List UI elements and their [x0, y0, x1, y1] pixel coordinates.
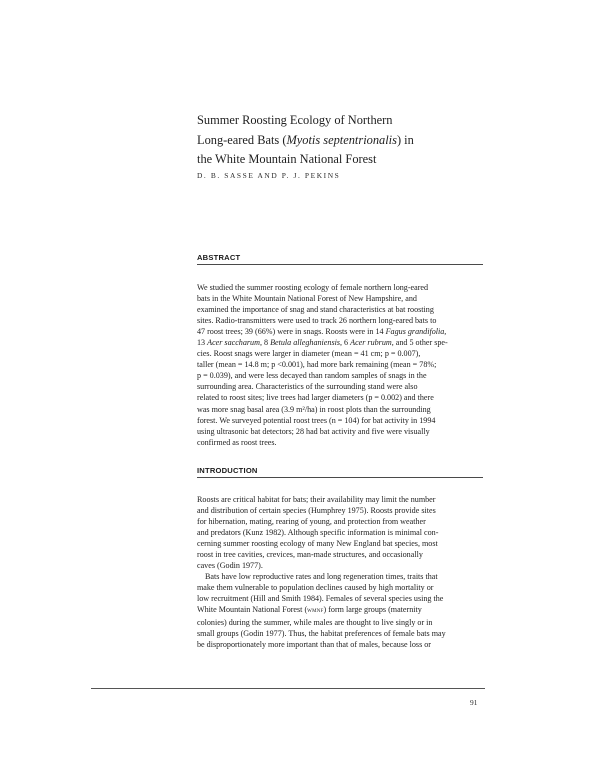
- abstract-line: taller (mean = 14.8 m; p <0.001), had more bark remaining (mean = 78%;: [197, 360, 437, 370]
- intro-line: and predators (Kunz 1982). Although specific information is minimal con-: [197, 528, 439, 538]
- abstract-line: cies. Roost snags were larger in diameter (mean = 41 cm; p = 0.007),: [197, 349, 421, 359]
- abstract-line: using ultrasonic bat detectors; 28 had bat activity and five were visually: [197, 426, 430, 436]
- intro-line: low recruitment (Hill and Smith 1984). Females of several species using the: [197, 594, 444, 604]
- page-number: 91: [470, 698, 478, 707]
- introduction-body: [197, 494, 497, 650]
- intro-line: for hibernation, mating, rearing of young, and protection from weather: [197, 517, 426, 527]
- introduction-heading: INTRODUCTION: [197, 466, 258, 475]
- abstract-line: We studied the summer roosting ecology of female northern long-eared: [197, 283, 429, 292]
- abstract-line: forest. We surveyed potential roost trees (n = 104) for bat activity in 1994: [197, 415, 436, 425]
- abstract-rule: [197, 264, 483, 265]
- abstract-heading: ABSTRACT: [197, 253, 241, 262]
- intro-line: roost in tree cavities, crevices, man-made structures, and occasionally: [197, 550, 423, 560]
- intro-line: Roosts are critical habitat for bats; their availability may limit the number: [197, 495, 436, 504]
- title-line-2: Long-eared Bats (Myotis septentrionalis) in: [197, 132, 414, 147]
- intro-line: caves (Godin 1977).: [197, 561, 263, 571]
- intro-line: make them vulnerable to population declines caused by high mortality or: [197, 583, 434, 593]
- abstract-line: 13 Acer saccharum, 8 Betula alleghaniensis, 6 Acer rubrum, and 5 other spe-: [197, 338, 448, 348]
- intro-line: White Mountain National Forest (wmnf) form large groups (maternity: [197, 605, 422, 615]
- abstract-line: related to roost sites; live trees had larger diameters (p = 0.002) and there: [197, 393, 434, 403]
- intro-line: colonies) during the summer, while males are thought to live singly or in: [197, 617, 433, 627]
- title-line-1: Summer Roosting Ecology of Northern: [197, 113, 393, 127]
- abstract-line: surrounding area. Characteristics of the surrounding stand were also: [197, 382, 418, 392]
- title-line-3: the White Mountain National Forest: [197, 152, 377, 166]
- abstract-line: bats in the White Mountain National Forest of New Hampshire, and: [197, 294, 417, 304]
- footer-rule: [91, 688, 485, 689]
- author-line: D. B. SASSE AND P. J. PEKINS: [197, 171, 341, 180]
- abstract-line: examined the importance of snag and stand characteristics at bat roosting: [197, 305, 434, 315]
- abstract-line: was more snag basal area (3.9 m²/ha) in roost plots than the surrounding: [197, 404, 431, 414]
- abstract-line: p = 0.039), and were less decayed than random samples of snags in the: [197, 371, 427, 381]
- intro-line: small groups (Godin 1977). Thus, the habitat preferences of female bats may: [197, 628, 446, 638]
- abstract-line: 47 roost trees; 39 (66%) were in snags. Roosts were in 14 Fagus grandifolia,: [197, 327, 447, 337]
- intro-line: and distribution of certain species (Humphrey 1975). Roosts provide sites: [197, 506, 436, 516]
- abstract-body: [197, 282, 497, 448]
- intro-line: be disproportionately more important than that of males, because loss or: [197, 639, 431, 649]
- abstract-line: sites. Radio-transmitters were used to track 26 northern long-eared bats to: [197, 316, 437, 326]
- abstract-line: confirmed as roost trees.: [197, 437, 277, 447]
- intro-line: cerning summer roosting ecology of many New England bat species, most: [197, 539, 438, 549]
- species-name: Myotis septentrionalis: [286, 132, 397, 147]
- wmnf-abbreviation: wmnf: [307, 606, 324, 615]
- intro-line: Bats have low reproductive rates and long regeneration times, traits that: [205, 572, 438, 582]
- article-title: [197, 111, 497, 170]
- introduction-rule: [197, 477, 483, 478]
